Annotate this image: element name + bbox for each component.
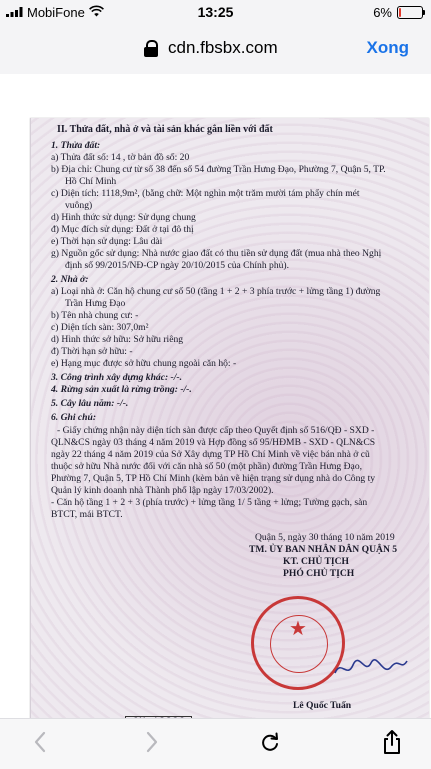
battery-level: [399, 8, 401, 17]
doc-line: 5. Cây lâu năm: -/-.: [51, 398, 129, 409]
signer-role: PHÓ CHỦ TỊCH: [283, 568, 355, 579]
done-button[interactable]: Xong: [366, 38, 409, 57]
reload-icon: [259, 731, 281, 753]
section-title: II. Thửa đất, nhà ở và tài sản khác gắn liền với đất: [57, 124, 273, 135]
carrier-name: MobiFone: [27, 5, 85, 20]
doc-line: Quản lý kinh doanh nhà Thành phố lập ngày 17/03/2002).: [51, 485, 274, 496]
address-bar: [0, 26, 431, 74]
signer-name: Lê Quốc Tuấn: [293, 700, 352, 711]
signature: [331, 653, 411, 683]
clock: 13:25: [197, 4, 234, 20]
content-viewport[interactable]: [0, 74, 431, 718]
share-button[interactable]: [376, 727, 408, 757]
doc-line: 2. Nhà ở:: [51, 274, 89, 285]
official-seal: ★: [251, 596, 345, 690]
doc-line: b) Tên nhà chung cư: -: [51, 310, 139, 321]
browser-toolbar: [0, 718, 431, 769]
doc-line: QLN&CS ngày 03 tháng 4 năm 2019 và Hợp đồng số 95/HĐMB - SXD - QLN&CS: [51, 437, 376, 448]
doc-line: 6. Ghi chú:: [51, 412, 97, 423]
forward-arrow-icon: [145, 731, 159, 753]
doc-line: 4. Rừng sản xuất là rừng trồng: -/-.: [51, 384, 192, 395]
battery-percent: 6%: [373, 5, 392, 20]
lock-icon: [144, 40, 158, 56]
doc-line: g) Nguồn gốc sử dụng: Nhà nước giao đất có thu tiền sử dụng đất (mua nhà theo Nghị: [51, 248, 382, 259]
doc-line: b) Địa chỉ: Chung cư từ số 38 đến số 54 đường Trần Hưng Đạo, Phường 7, Quận 5, TP.: [51, 164, 386, 175]
doc-line: d) Hình thức sở hữu: Sở hữu riêng: [51, 334, 184, 345]
battery-icon: [397, 6, 423, 19]
status-right: [373, 5, 423, 20]
url-display[interactable]: [144, 38, 278, 58]
share-icon: [381, 729, 403, 755]
doc-line: đ) Mục đích sử dụng: Đất ở tại đô thị: [51, 224, 194, 235]
reload-button[interactable]: [254, 727, 286, 757]
doc-line: - Giấy chứng nhận này diện tích sàn được cấp theo Quyết định số 516/QĐ - SXD -: [57, 425, 375, 436]
doc-line: thuộc sở hữu Nhà nước đối với căn nhà số 50 (một phần) đường Trần Hưng Đạo,: [51, 461, 363, 472]
doc-line: c) Diện tích sàn: 307,0m²: [51, 322, 149, 333]
doc-line: d) Hình thức sử dụng: Sử dụng chung: [51, 212, 196, 223]
doc-line: đ) Thời hạn sở hữu: -: [51, 346, 133, 357]
doc-line: a) Thửa đất số: 14 , tờ bản đồ số: 20: [51, 152, 190, 163]
back-button[interactable]: [24, 727, 56, 757]
doc-line: định số 99/2015/NĐ-CP ngày 20/10/2015 của Chính phủ).: [65, 260, 290, 271]
issuing-authority: TM. ỦY BAN NHÂN DÂN QUẬN 5: [249, 544, 398, 555]
doc-line: c) Diện tích: 1118,9m², (bằng chữ: Một nghìn một trăm mười tám phẩy chín mét: [51, 188, 360, 199]
doc-line: e) Hạng mục được sở hữu chung ngoài căn hộ: -: [51, 358, 237, 369]
signer-role: KT. CHỦ TỊCH: [283, 556, 350, 567]
doc-line: Phường 7, Quận 5, TP Hồ Chí Minh (kèm bản vẽ hiện trạng sử dụng nhà do Công ty: [51, 473, 376, 484]
doc-line: BTCT, mái BTCT.: [51, 509, 123, 520]
scanned-certificate: [30, 118, 429, 738]
doc-line: Hồ Chí Minh: [65, 176, 117, 187]
doc-line: a) Loại nhà ở: Căn hộ chung cư số 50 (tầng 1 + 2 + 3 phía trước + lửng tầng 1) đường: [51, 286, 381, 297]
signing-date: Quận 5, ngày 30 tháng 10 năm 2019: [255, 532, 395, 543]
doc-line: - Căn hộ tầng 1 + 2 + 3 (phía trước) + lửng tầng 1/ 5 tầng + lửng; Tường gạch, sàn: [51, 497, 368, 508]
doc-line: ngày 22 tháng 4 năm 2019 của Sở Xây dựng TP Hồ Chí Minh về việc bán nhà ở cũ: [51, 449, 370, 460]
doc-line: 3. Công trình xây dựng khác: -/-.: [51, 372, 183, 383]
status-bar: [0, 0, 431, 26]
doc-line: e) Thời hạn sử dụng: Lâu dài: [51, 236, 163, 247]
back-arrow-icon: [33, 731, 47, 753]
url-text: cdn.fbsbx.com: [168, 38, 278, 57]
doc-line: vuông): [65, 200, 93, 211]
forward-button[interactable]: [136, 727, 168, 757]
doc-line: Trần Hưng Đạo: [65, 298, 126, 309]
doc-line: 1. Thửa đất:: [51, 140, 101, 151]
